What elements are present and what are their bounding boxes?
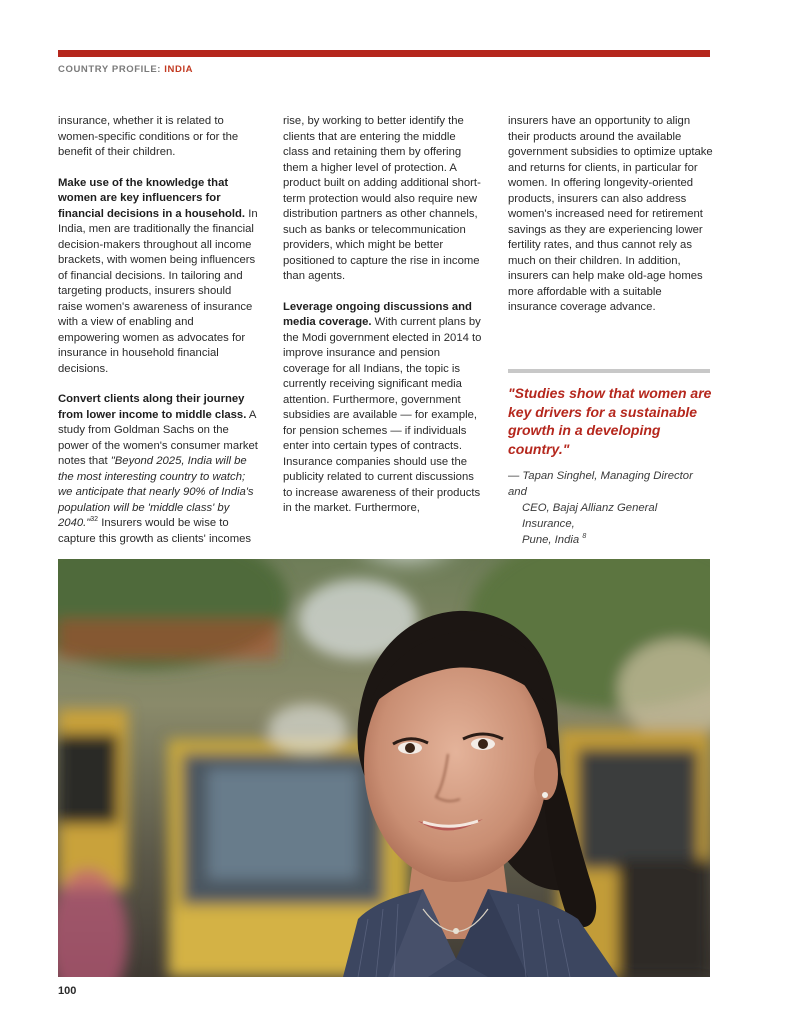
col2-p2-heading: Leverage ongoing discussions and media coverage. <box>283 300 472 328</box>
column-2 <box>283 114 483 532</box>
col1-p3-heading: Convert clients along their journey from lower income to middle class. <box>58 393 247 421</box>
quote-attribution <box>508 468 713 548</box>
footnote-ref-8: 8 <box>582 533 587 541</box>
col2-p2-body: With current plans by the Modi government elected in 2014 to improve insurance and pension coverage for all Indians, the topic is currently receiving significant media attention. Furthermore, government subsidies are available — for example, for pension schemes — if individuals enter into certain types of contracts. Insurance companies should use the publicity related to current discussions to increase awareness of their products in the market. Furthermore, <box>283 316 482 514</box>
pull-quote: "Studies show that women are key drivers for a sustainable growth in a developing country." <box>508 385 712 457</box>
col1-p3-body: A study from Goldman Sachs on the power of the women's consumer market notes that <box>58 408 258 467</box>
column-3 <box>508 114 713 331</box>
column-1 <box>58 114 258 562</box>
col1-p2-body: In India, men are traditionally the financial decision-makers throughout all income brackets, with women being influencers of financial decisions. In tailoring and targeting products, insurers should raise women's awareness of insurance with a view of enabling and empowering women as advocates for insurance in household financial decisions. <box>58 207 258 375</box>
footnote-ref-32: 32 <box>90 516 99 524</box>
attribution-line-3: Pune, India <box>522 534 580 546</box>
page-number: 100 <box>58 985 77 997</box>
section-label-text: COUNTRY PROFILE: <box>58 64 162 75</box>
header-rule <box>58 50 710 57</box>
col1-p2-heading: Make use of the knowledge that women are key influencers for financial decisions in a household. <box>58 176 246 220</box>
col2-paragraph-2 <box>283 300 483 517</box>
attribution-line-2: CEO, Bajaj Allianz General Insurance, <box>522 502 658 530</box>
col1-paragraph-3 <box>58 392 258 547</box>
col1-p3-end: Insurers would be wise to capture this growth as clients' incomes <box>58 517 252 545</box>
photo-illustration <box>58 559 710 977</box>
woman-portrait-photo <box>58 559 710 977</box>
col1-paragraph-2 <box>58 176 258 378</box>
section-label <box>58 64 193 75</box>
attribution-line-1: — Tapan Singhel, Managing Director and <box>508 470 693 498</box>
attribution-line-3-wrap <box>508 532 713 548</box>
quote-divider <box>508 369 710 373</box>
section-country: INDIA <box>164 64 194 75</box>
col1-p3-quote: "Beyond 2025, India will be the most interesting country to watch; we anticipate that nearly 90% of India's population will be 'middle class' by 2040." <box>58 455 254 529</box>
col1-paragraph-1: insurance, whether it is related to women-specific conditions or for the benefit of their children. <box>58 115 239 158</box>
col2-paragraph-1: rise, by working to better identify the clients that are entering the middle class and retaining them by offering them a higher level of protection. A product built on adding additional short-term protection would also require new distribution partners as other channels, such as banks or telecommunication providers, which might be better positioned to capture the rise in income than agents. <box>283 115 481 282</box>
col3-paragraph-1: insurers have an opportunity to align their products around the available government subsidies to optimize uptake and returns for clients, in particular for women. In offering longevity-oriented products, insurers can also address women's increased need for retirement savings as they are experiencing lower fertility rates, and thus cannot rely as much on their children. In addition, insurers can help make old-age homes more affordable with a suitable insurance coverage advance. <box>508 115 713 313</box>
